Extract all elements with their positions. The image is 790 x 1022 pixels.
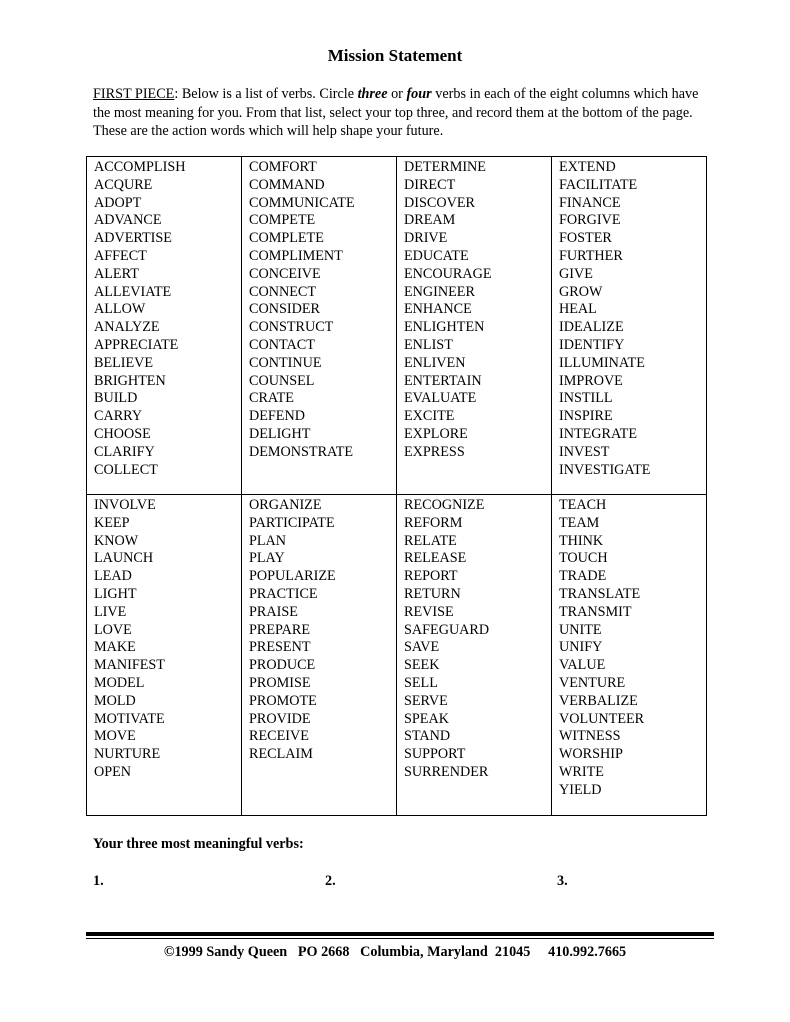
verb-item: COMPLETE [249, 230, 324, 247]
verb-item: ENLIVEN [404, 354, 466, 371]
verb-item: SAVE [404, 639, 440, 656]
verb-item: PROMISE [249, 674, 311, 691]
verb-item: ENLIGHTEN [404, 319, 485, 336]
verb-item: CLARIFY [94, 443, 155, 460]
verb-item: COLLECT [94, 461, 158, 478]
verb-item: CRATE [249, 390, 294, 407]
instructions [93, 85, 713, 141]
verb-item: INTEGRATE [559, 425, 638, 442]
verb-item: MODEL [94, 674, 145, 691]
verb-item: BRIGHTEN [94, 372, 166, 389]
verb-column [397, 495, 552, 816]
verb-item: PLAY [249, 550, 285, 567]
verb-item: RECLAIM [249, 746, 313, 763]
verb-item: DEMONSTRATE [249, 443, 354, 460]
verb-item: SURRENDER [404, 763, 489, 780]
verb-item: NURTURE [94, 746, 161, 763]
verb-item: LOVE [94, 621, 132, 638]
verb-item: INSTILL [559, 390, 613, 407]
verb-item: FURTHER [559, 247, 623, 264]
verb-item: EXPLORE [404, 425, 468, 442]
verb-table-row [87, 157, 707, 495]
verb-item: PARTICIPATE [249, 514, 335, 531]
verb-item: EDUCATE [404, 247, 469, 264]
verb-item: VENTURE [559, 674, 626, 691]
verb-item: EVALUATE [404, 390, 477, 407]
verb-item: TEACH [559, 497, 607, 513]
verb-item: BUILD [94, 390, 138, 407]
verb-item: CONCEIVE [249, 265, 321, 282]
verb-item: DREAM [404, 212, 456, 229]
instructions-text-2: or [387, 86, 407, 102]
instructions-emphasis-three: three [357, 86, 388, 102]
verb-item: SUPPORT [404, 746, 466, 763]
verb-item: COMFORT [249, 159, 317, 175]
verb-column [552, 495, 707, 816]
verb-item: LEAD [94, 568, 132, 585]
verb-item: COMMUNICATE [249, 194, 355, 211]
verb-item: PROMOTE [249, 692, 317, 709]
verb-item: ACCOMPLISH [94, 159, 186, 175]
page-title: Mission Statement [327, 46, 463, 65]
verb-item: KEEP [94, 514, 130, 531]
verb-item: INSPIRE [559, 408, 613, 425]
verb-item: ORGANIZE [249, 497, 322, 513]
verb-item: WITNESS [559, 728, 621, 745]
verb-column [397, 157, 552, 495]
verb-item: CONSIDER [249, 301, 320, 318]
verb-item: ANALYZE [94, 319, 160, 336]
verb-column [552, 157, 707, 495]
verb-item: IMPROVE [559, 372, 623, 389]
verb-item: CARRY [94, 408, 143, 425]
verb-item: ADVERTISE [94, 230, 172, 247]
instructions-lead: FIRST PIECE [93, 86, 175, 102]
verb-item: TOUCH [559, 550, 608, 567]
verb-item: FACILITATE [559, 176, 638, 193]
verb-item: KNOW [94, 532, 139, 549]
verb-item: ENTERTAIN [404, 372, 482, 389]
verb-item: PRAISE [249, 603, 298, 620]
verb-item: INVEST [559, 443, 610, 460]
verb-item: TEAM [559, 514, 600, 531]
verb-item: WRITE [559, 763, 604, 780]
verb-item: TRANSMIT [559, 603, 632, 620]
verb-item: EXPRESS [404, 443, 465, 460]
verb-item: VOLUNTEER [559, 710, 645, 727]
verb-item: STAND [404, 728, 451, 745]
verb-column [87, 495, 242, 816]
verb-item: REPORT [404, 568, 458, 585]
verb-item: RECEIVE [249, 728, 309, 745]
verb-item: ILLUMINATE [559, 354, 645, 371]
verb-item: RECOGNIZE [404, 497, 485, 513]
verb-item: SERVE [404, 692, 448, 709]
verb-item: LIVE [94, 603, 127, 620]
verb-item: UNIFY [559, 639, 603, 656]
verb-item: INVESTIGATE [559, 461, 651, 478]
footer-contact: ©1999 Sandy Queen PO 2668 Columbia, Maryland 21045 410.992.7665 [163, 944, 627, 960]
verb-item: HEAL [559, 301, 597, 318]
verb-item: OPEN [94, 763, 132, 780]
verb-item: THINK [559, 532, 604, 549]
verb-item: DISCOVER [404, 194, 475, 211]
verb-item: DEFEND [249, 408, 305, 425]
verb-item: MANIFEST [94, 657, 165, 674]
verb-item: DETERMINE [404, 159, 486, 175]
verb-item: REVISE [404, 603, 454, 620]
verb-item: COMPLIMENT [249, 247, 343, 264]
verb-item: MOTIVATE [94, 710, 165, 727]
verb-item: YIELD [559, 781, 602, 798]
verb-table-row [87, 495, 707, 816]
verb-slot-2: 2. [325, 873, 336, 889]
footer-rule-thick [86, 932, 714, 936]
verb-item: FOSTER [559, 230, 612, 247]
verb-item: EXTEND [559, 159, 616, 175]
verb-item: REFORM [404, 514, 463, 531]
verb-item: GIVE [559, 265, 593, 282]
verb-item: ACQURE [94, 176, 153, 193]
verb-item: MOLD [94, 692, 136, 709]
verb-item: AFFECT [94, 247, 147, 264]
verb-item: BELIEVE [94, 354, 154, 371]
verb-item: UNITE [559, 621, 602, 638]
verb-column [87, 157, 242, 495]
verb-item: ALLEVIATE [94, 283, 172, 300]
verb-item: MOVE [94, 728, 136, 745]
verb-item: COMPETE [249, 212, 316, 229]
verb-item: INVOLVE [94, 497, 156, 513]
verb-item: SEEK [404, 657, 440, 674]
verb-item: ALLOW [94, 301, 146, 318]
verb-item: SPEAK [404, 710, 449, 727]
verb-item: PRODUCE [249, 657, 316, 674]
verb-item: PLAN [249, 532, 287, 549]
verb-item: RETURN [404, 585, 461, 602]
verb-item: LAUNCH [94, 550, 154, 567]
instructions-text-1: : Below is a list of verbs. Circle [174, 86, 358, 102]
verb-item: DRIVE [404, 230, 448, 247]
verb-item: MAKE [94, 639, 136, 656]
verb-item: RELATE [404, 532, 457, 549]
verb-item: IDEALIZE [559, 319, 624, 336]
verb-item: VERBALIZE [559, 692, 638, 709]
verb-item: TRADE [559, 568, 607, 585]
verb-item: CHOOSE [94, 425, 151, 442]
verb-slot-3: 3. [557, 873, 568, 889]
verbs-prompt: Your three most meaningful verbs: [93, 836, 304, 852]
verb-item: ADVANCE [94, 212, 162, 229]
verb-item: ENGINEER [404, 283, 475, 300]
verb-item: PRACTICE [249, 585, 318, 602]
verb-item: RELEASE [404, 550, 467, 567]
verb-item: APPRECIATE [94, 336, 179, 353]
instructions-emphasis-four: four [406, 86, 432, 102]
verb-item: SAFEGUARD [404, 621, 490, 638]
verb-item: EXCITE [404, 408, 455, 425]
verb-item: ENLIST [404, 336, 453, 353]
verb-item: VALUE [559, 657, 606, 674]
verb-item: SELL [404, 674, 438, 691]
footer-rule-thin [86, 938, 714, 939]
verb-item: PRESENT [249, 639, 311, 656]
verb-item: ENHANCE [404, 301, 472, 318]
verb-item: COMMAND [249, 176, 325, 193]
verb-item: GROW [559, 283, 603, 300]
verb-item: FINANCE [559, 194, 621, 211]
verb-item: DIRECT [404, 176, 456, 193]
verb-column [242, 495, 397, 816]
verb-item: CONTINUE [249, 354, 322, 371]
verb-item: POPULARIZE [249, 568, 336, 585]
verb-item: COUNSEL [249, 372, 315, 389]
verb-item: ADOPT [94, 194, 142, 211]
verb-item: FORGIVE [559, 212, 621, 229]
verb-item: CONTACT [249, 336, 315, 353]
verb-item: CONSTRUCT [249, 319, 334, 336]
verb-table [86, 156, 707, 816]
verb-item: ENCOURAGE [404, 265, 492, 282]
verb-slot-1: 1. [93, 873, 104, 889]
verb-item: LIGHT [94, 585, 137, 602]
verb-item: PROVIDE [249, 710, 311, 727]
verb-item: PREPARE [249, 621, 310, 638]
verb-item: ALERT [94, 265, 139, 282]
verb-item: WORSHIP [559, 746, 623, 763]
instructions-text-3: verbs in each of the eight columns which have the most meaning for you. From that list, select your top three, and record them at the bottom of the page. These are the action words which will help shape your future. [93, 86, 699, 139]
verb-item: TRANSLATE [559, 585, 641, 602]
verb-column [242, 157, 397, 495]
verb-item: CONNECT [249, 283, 316, 300]
verb-item: DELIGHT [249, 425, 311, 442]
verb-item: IDENTIFY [559, 336, 625, 353]
